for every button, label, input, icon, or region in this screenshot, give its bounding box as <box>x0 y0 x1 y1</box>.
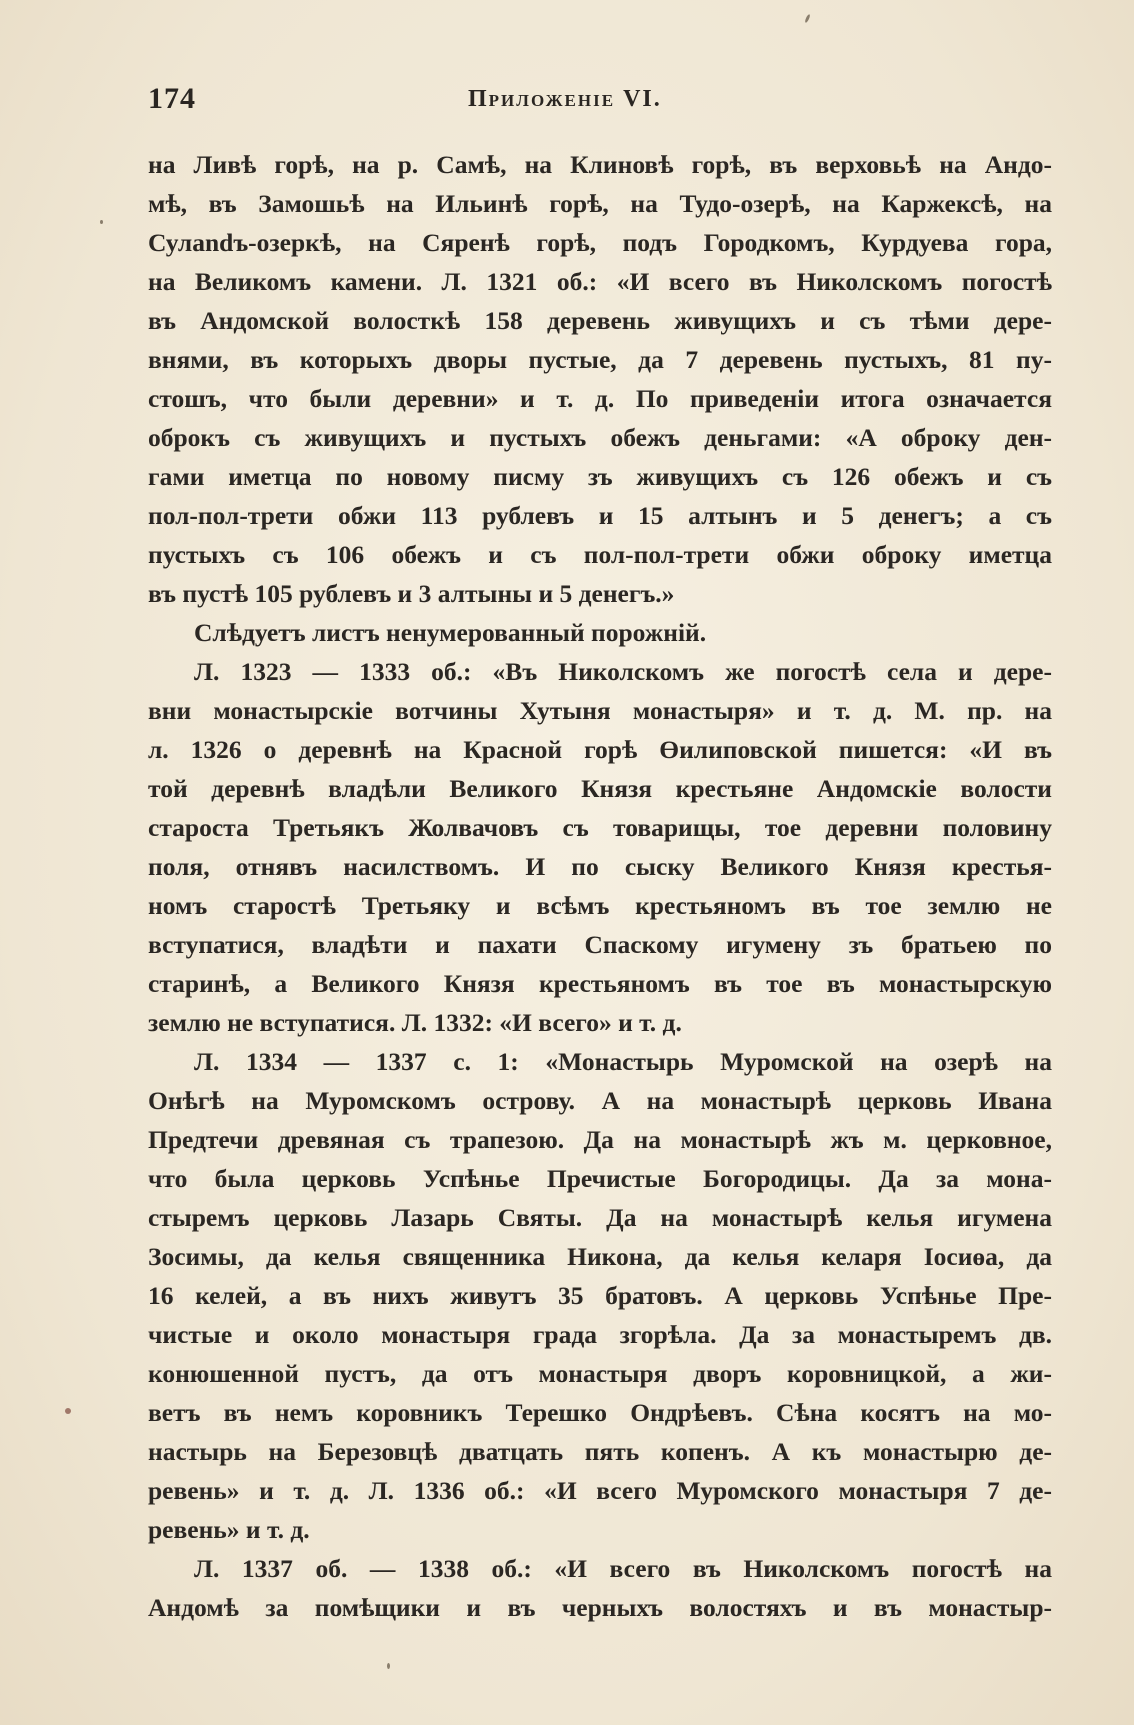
text-line: чистые и около монастыря града згорѣла. Да за монастыремъ дв. <box>148 1320 1052 1349</box>
text-line: вни монастырскiе вотчины Хутыня монастыря» и т. д. М. пр. на <box>148 696 1052 725</box>
page-number: 174 <box>148 82 196 115</box>
paper-speck <box>387 1663 390 1669</box>
running-head: Приложенiе VI. <box>468 86 662 112</box>
text-line: староста Третьякъ Жолвачовъ съ товарищы, тое деревни половину <box>148 813 1052 842</box>
text-line: Зосимы, да келья священника Никона, да келья келаря Iосиөа, да <box>148 1242 1052 1271</box>
text-line: Л. 1337 об. — 1338 об.: «И всего въ Николскомъ погостѣ на <box>194 1554 1052 1583</box>
text-line: конюшенной пустъ, да отъ монастыря дворъ коровницкой, а жи- <box>148 1359 1052 1388</box>
text-line: настырь на Березовцѣ дватцать пять копенъ. А къ монастырю де- <box>148 1437 1052 1466</box>
text-line: л. 1326 о деревнѣ на Красной горѣ Өилиповской пишется: «И въ <box>148 735 1052 764</box>
text-line: той деревнѣ владѣли Великого Князя крестьяне Андомскiе волости <box>148 774 1052 803</box>
text-line: Андомѣ за помѣщики и въ черныхъ волостяхъ и въ монастыр- <box>148 1593 1052 1622</box>
text-line: Л. 1323 — 1333 об.: «Въ Николскомъ же погостѣ села и дере- <box>194 657 1052 686</box>
text-line: ревень» и т. д. <box>148 1515 310 1544</box>
text-line: что была церковь Успѣнье Пречистые Богородицы. Да за мона- <box>148 1164 1052 1193</box>
text-line: на Великомъ камени. Л. 1321 об.: «И всего въ Николскомъ погостѣ <box>148 267 1052 296</box>
body-text <box>148 145 1052 1627</box>
text-line: гами иметца по новому писму зъ живущихъ съ 126 обежъ и съ <box>148 462 1052 491</box>
text-line: внями, въ которыхъ дворы пустые, да 7 деревень пустыхъ, 81 пу- <box>148 345 1052 374</box>
text-line: Слѣдуетъ листъ ненумерованный порожнiй. <box>194 618 707 647</box>
text-line: землю не вступатися. Л. 1332: «И всего» и т. д. <box>148 1008 682 1037</box>
text-line: оброкъ съ живущихъ и пустыхъ обежъ деньгами: «А оброку ден- <box>148 423 1052 452</box>
text-line: старинѣ, а Великого Князя крестьяномъ въ тое въ монастырскую <box>148 969 1052 998</box>
paper-speck <box>804 14 811 23</box>
text-line: 16 келей, а въ нихъ живутъ 35 братовъ. А церковь Успѣнье Пре- <box>148 1281 1052 1310</box>
text-line: ревень» и т. д. Л. 1336 об.: «И всего Муромского монастыря 7 де- <box>148 1476 1052 1505</box>
text-line: Л. 1334 — 1337 с. 1: «Монастырь Муромской на озерѣ на <box>194 1047 1052 1076</box>
text-line: Предтечи древяная съ трапезою. Да на монастырѣ жъ м. церковное, <box>148 1125 1052 1154</box>
text-line: номъ старостѣ Третьяку и всѣмъ крестьяномъ въ тое землю не <box>148 891 1052 920</box>
page-header <box>148 82 1048 122</box>
text-line: пустыхъ съ 106 обежъ и съ пол-пол-трети обжи оброку иметца <box>148 540 1052 569</box>
text-line: вступатися, владѣти и пахати Спаскому игумену зъ братьею по <box>148 930 1052 959</box>
text-line: стыремъ церковь Лазарь Святы. Да на монастырѣ келья игумена <box>148 1203 1052 1232</box>
paper-speck <box>65 1408 71 1414</box>
text-line: стошъ, что были деревни» и т. д. По приведенiи итога означается <box>148 384 1052 413</box>
text-line: въ пустѣ 105 рублевъ и 3 алтыны и 5 денегъ.» <box>148 579 675 608</box>
text-line: Онѣгѣ на Муромскомъ острову. А на монастырѣ церковь Ивана <box>148 1086 1052 1115</box>
text-line: Сулandъ-озеркѣ, на Сяренѣ горѣ, подъ Городкомъ, Курдуева гора, <box>148 228 1052 257</box>
text-line: мѣ, въ Замошьѣ на Ильинѣ горѣ, на Тудо-озерѣ, на Каржексѣ, на <box>148 189 1052 218</box>
text-line: въ Андомской волосткѣ 158 деревень живущихъ и съ тѣми дере- <box>148 306 1052 335</box>
text-line: пол-пол-трети обжи 113 рублевъ и 15 алтынъ и 5 денегъ; а съ <box>148 501 1052 530</box>
text-line: на Ливѣ горѣ, на р. Самѣ, на Клиновѣ горѣ, въ верховьѣ на Андо- <box>148 150 1052 179</box>
text-line: ветъ въ немъ коровникъ Терешко Ондрѣевъ. Сѣна косятъ на мо- <box>148 1398 1052 1427</box>
text-line: поля, отнявъ насилствомъ. И по сыску Великого Князя крестья- <box>148 852 1052 881</box>
paper-speck <box>100 220 103 224</box>
